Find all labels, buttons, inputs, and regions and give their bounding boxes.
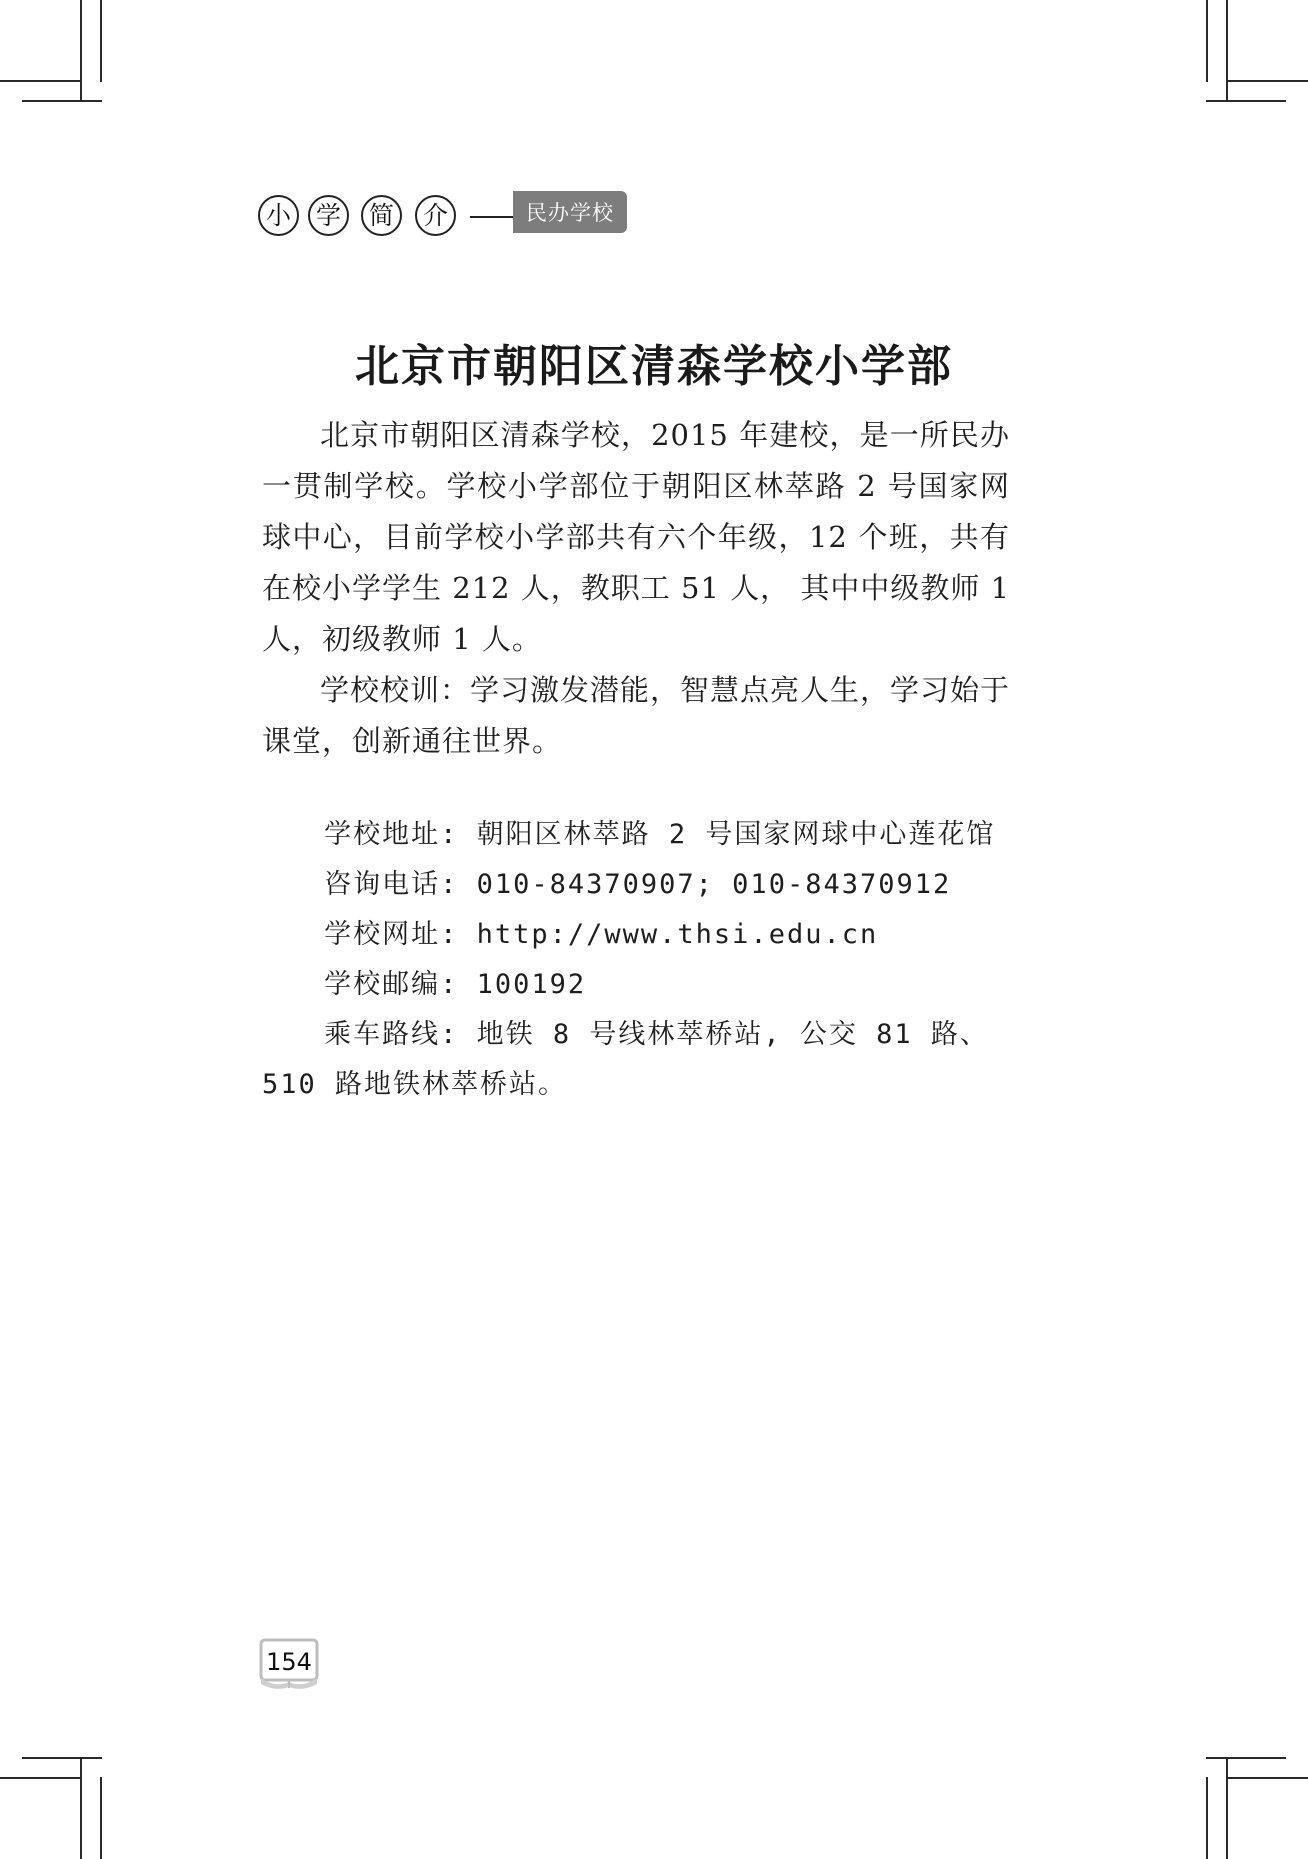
crop-mark — [1226, 80, 1308, 82]
crop-mark — [80, 1758, 82, 1859]
crop-mark — [80, 0, 82, 100]
address-line: 学校地址: 朝阳区林萃路 2 号国家网球中心莲花馆 — [324, 819, 996, 850]
crop-mark — [1206, 1757, 1286, 1759]
header-circle-char: 小 — [258, 195, 299, 236]
body-text — [262, 410, 1010, 767]
website-line: 学校网址: http://www.thsi.edu.cn — [324, 919, 879, 950]
crop-mark — [22, 1757, 102, 1759]
crop-mark — [1206, 0, 1208, 82]
crop-mark — [1226, 1777, 1308, 1779]
motto-paragraph: 学校校训：学习激发潜能，智慧点亮人生，学习始于课堂，创新通往世界。 — [262, 673, 1011, 758]
crop-mark — [22, 100, 102, 102]
crop-mark — [1226, 1758, 1228, 1859]
crop-mark — [1206, 100, 1286, 102]
school-title: 北京市朝阳区清森学校小学部 — [355, 341, 953, 392]
transport-line-continued: 510 路地铁林萃桥站。 — [262, 1069, 568, 1100]
crop-mark — [100, 0, 102, 82]
contact-info — [262, 810, 1010, 1110]
crop-mark — [0, 1777, 82, 1779]
crop-mark — [1226, 0, 1228, 100]
phone-line: 咨询电话: 010-84370907; 010-84370912 — [324, 869, 952, 900]
header-circle-char: 简 — [361, 195, 402, 236]
header-circle-char: 介 — [415, 195, 456, 236]
page-number: 154 — [266, 1648, 312, 1676]
postcode-line: 学校邮编: 100192 — [324, 969, 587, 1000]
section-header — [258, 195, 628, 245]
header-circle-char: 学 — [308, 195, 349, 236]
crop-mark — [100, 1777, 102, 1859]
transport-line: 乘车路线: 地铁 8 号线林萃桥站, 公交 81 路、 — [324, 1019, 989, 1050]
category-tag: 民办学校 — [513, 191, 627, 233]
crop-mark — [0, 80, 82, 82]
page-number-badge — [258, 1638, 320, 1690]
intro-paragraph: 北京市朝阳区清森学校，2015 年建校，是一所民办一贯制学校。学校小学部位于朝阳区林萃路 2 号国家网球中心，目前学校小学部共有六个年级，12 个班，共有在校小学学生 212 人，教职工 51 人， 其中中级教师 1 人，初级教师 1 人。 — [262, 418, 1011, 656]
crop-mark — [1206, 1777, 1208, 1859]
